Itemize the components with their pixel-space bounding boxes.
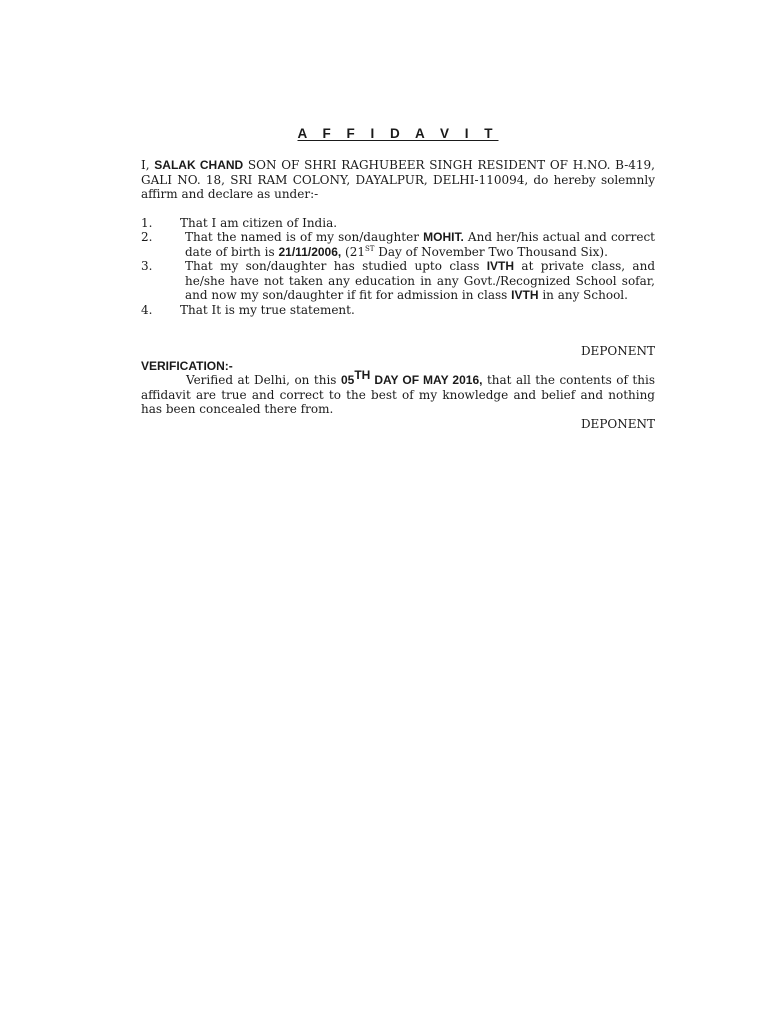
list-item bbox=[141, 303, 655, 318]
date-of-birth: 21/11/2006, bbox=[278, 244, 342, 259]
class-level: IVTH bbox=[486, 259, 515, 273]
list-text: That It is my true statement. bbox=[180, 302, 355, 317]
intro-prefix: I, bbox=[141, 158, 155, 172]
list-number: 2. bbox=[141, 230, 153, 244]
list-text: That the named is of my son/daughter bbox=[185, 230, 424, 244]
verification-heading: VERIFICATION:- bbox=[141, 358, 233, 373]
child-name: MOHIT. bbox=[423, 230, 464, 244]
list-item bbox=[141, 259, 655, 303]
verification-day: 05 bbox=[340, 373, 355, 387]
list-item bbox=[141, 230, 655, 259]
list-number: 4. bbox=[141, 302, 153, 317]
verification-paragraph bbox=[141, 368, 655, 417]
document-title: A F F I D A V I T bbox=[297, 126, 499, 141]
list-text: in any School. bbox=[538, 288, 628, 302]
list-number: 3. bbox=[141, 259, 153, 273]
ordinal-suffix: TH bbox=[354, 368, 371, 382]
intro-rest: SON OF SHRI RAGHUBEER SINGH RESIDENT OF H.NO. B-419, GALI NO. 18, SRI RAM COLONY, DAYALPUR, DELHI-110094, do hereby solemnly affirm and declare as under:- bbox=[141, 158, 655, 201]
verification-date: DAY OF MAY 2016, bbox=[370, 373, 483, 387]
verification-text: Verified at Delhi, on this bbox=[186, 373, 341, 387]
ordinal-suffix: ST bbox=[365, 244, 375, 253]
list-text: That I am citizen of India. bbox=[180, 215, 338, 230]
list-text: at private class, and he/she have not taken any education in any Govt./Recognized School sofar, and now my son/daughter if fit for admission in class bbox=[185, 259, 655, 302]
intro-paragraph bbox=[141, 158, 655, 202]
verification-text: that all the contents of this affidavit are true and correct to the best of my knowledge and belief and nothing has been concealed there from. bbox=[141, 373, 655, 416]
list-number: 1. bbox=[141, 215, 153, 230]
deponent-signature-label: DEPONENT bbox=[580, 416, 655, 431]
list-text: And her/his actual and correct date of birth is bbox=[185, 230, 656, 259]
list-item bbox=[141, 216, 655, 231]
list-text: That my son/daughter has studied upto class bbox=[185, 259, 487, 273]
affidavit-page bbox=[141, 126, 655, 431]
deponent-name: SALAK CHAND bbox=[154, 158, 244, 172]
declaration-list bbox=[141, 216, 655, 318]
deponent-signature-label: DEPONENT bbox=[580, 344, 655, 358]
list-text: Day of November Two Thousand Six). bbox=[374, 244, 608, 259]
list-text: (21 bbox=[341, 244, 365, 259]
class-level: IVTH bbox=[511, 288, 539, 302]
